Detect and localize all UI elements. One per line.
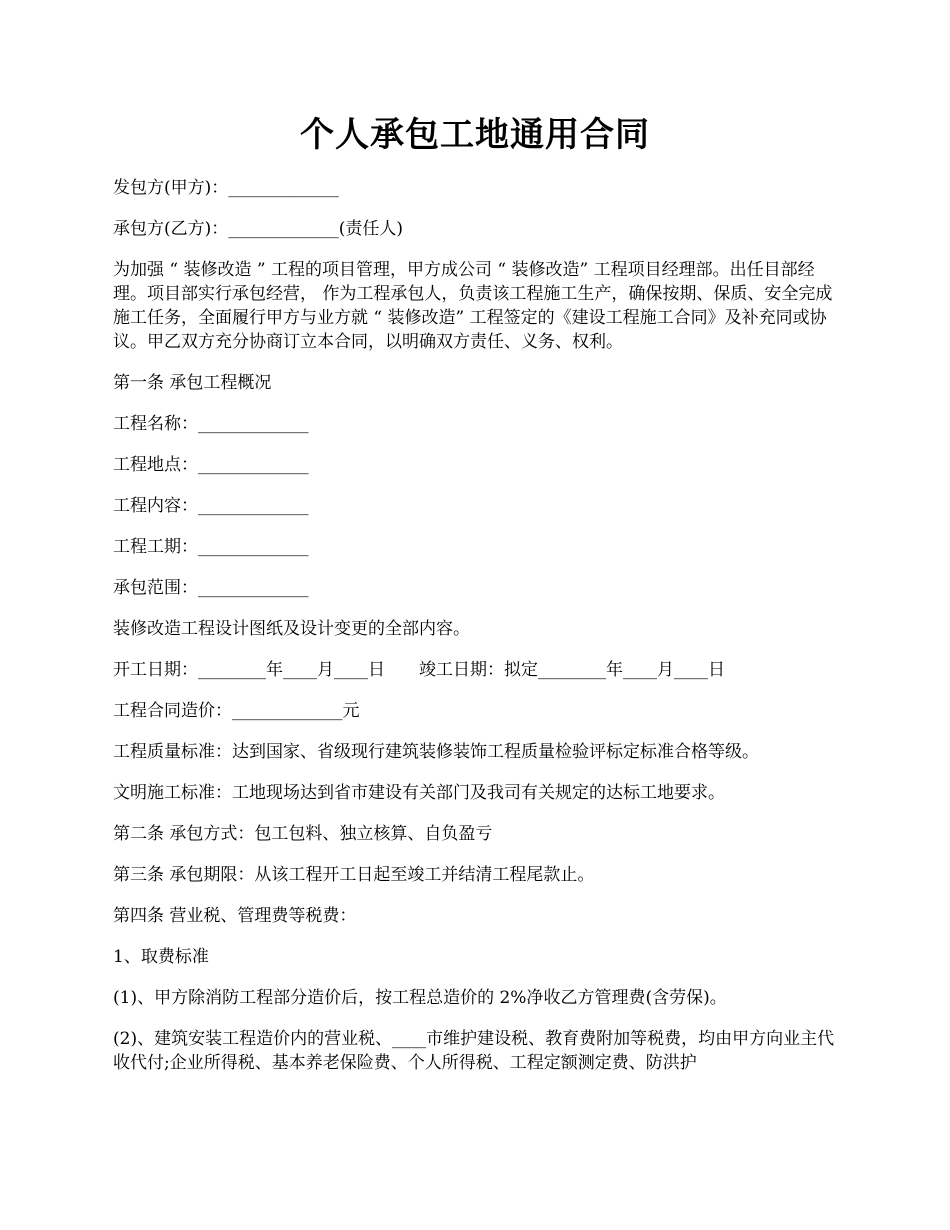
party-a-line: 发包方(甲方)：_____________ xyxy=(113,178,339,198)
document-title: 个人承包工地通用合同 xyxy=(300,115,650,155)
project-content-line: 工程内容：_____________ xyxy=(113,496,309,516)
quality-standard-line: 工程质量标准：达到国家、省级现行建筑装修装饰工程质量检验评标定标准合格等级。 xyxy=(113,742,759,762)
article-3-line: 第三条 承包期限：从该工程开工日起至竣工并结清工程尾款止。 xyxy=(113,865,595,885)
fee-standard-heading: 1、取费标准 xyxy=(113,947,209,967)
fee-item-1: (1)、甲方除消防工程部分造价后，按工程总造价的 2%净收乙方管理费(含劳保)。 xyxy=(113,988,727,1008)
preamble-paragraph: 为加强 “ 装修改造 ” 工程的项目管理，甲方成公司 “ 装修改造” 工程项目经理部。出任目部经理。项目部实行承包经营， 作为工程承包人，负责该工程施工生产，确保按期、保质、安全完成施工任务，全面履行甲方与业方就 “ 装修改造” 工程签定的《建设工程施工合同》及补充同或协议。甲乙双方充分协商订立本合同，以明确双方责任、义务、权利。 xyxy=(113,260,833,352)
document-body xyxy=(113,176,843,1092)
party-b-line: 承包方(乙方)：_____________(责任人) xyxy=(113,219,404,239)
contract-price-line: 工程合同造价：_____________元 xyxy=(113,701,360,721)
dates-line: 开工日期：________年____月____日 竣工日期：拟定________年____月____日 xyxy=(113,660,725,680)
article-1-heading: 第一条 承包工程概况 xyxy=(113,373,272,393)
article-4-heading: 第四条 营业税、管理费等税费： xyxy=(113,906,357,926)
fee-item-2: (2)、建筑安装工程造价内的营业税、____市维护建设税、教育费附加等税费，均由甲方向业主代收代付;企业所得税、基本养老保险费、个人所得税、工程定额测定费、防洪护 xyxy=(113,1029,835,1073)
project-name-line: 工程名称：_____________ xyxy=(113,414,309,434)
civilized-construction-line: 文明施工标准：工地现场达到省市建设有关部门及我司有关规定的达标工地要求。 xyxy=(113,783,725,803)
project-location-line: 工程地点：_____________ xyxy=(113,455,309,475)
project-duration-line: 工程工期：_____________ xyxy=(113,537,309,557)
article-2-line: 第二条 承包方式：包工包料、独立核算、自负盈亏 xyxy=(113,824,493,844)
scope-description: 装修改造工程设计图纸及设计变更的全部内容。 xyxy=(113,619,470,639)
contract-scope-line: 承包范围：_____________ xyxy=(113,578,309,598)
